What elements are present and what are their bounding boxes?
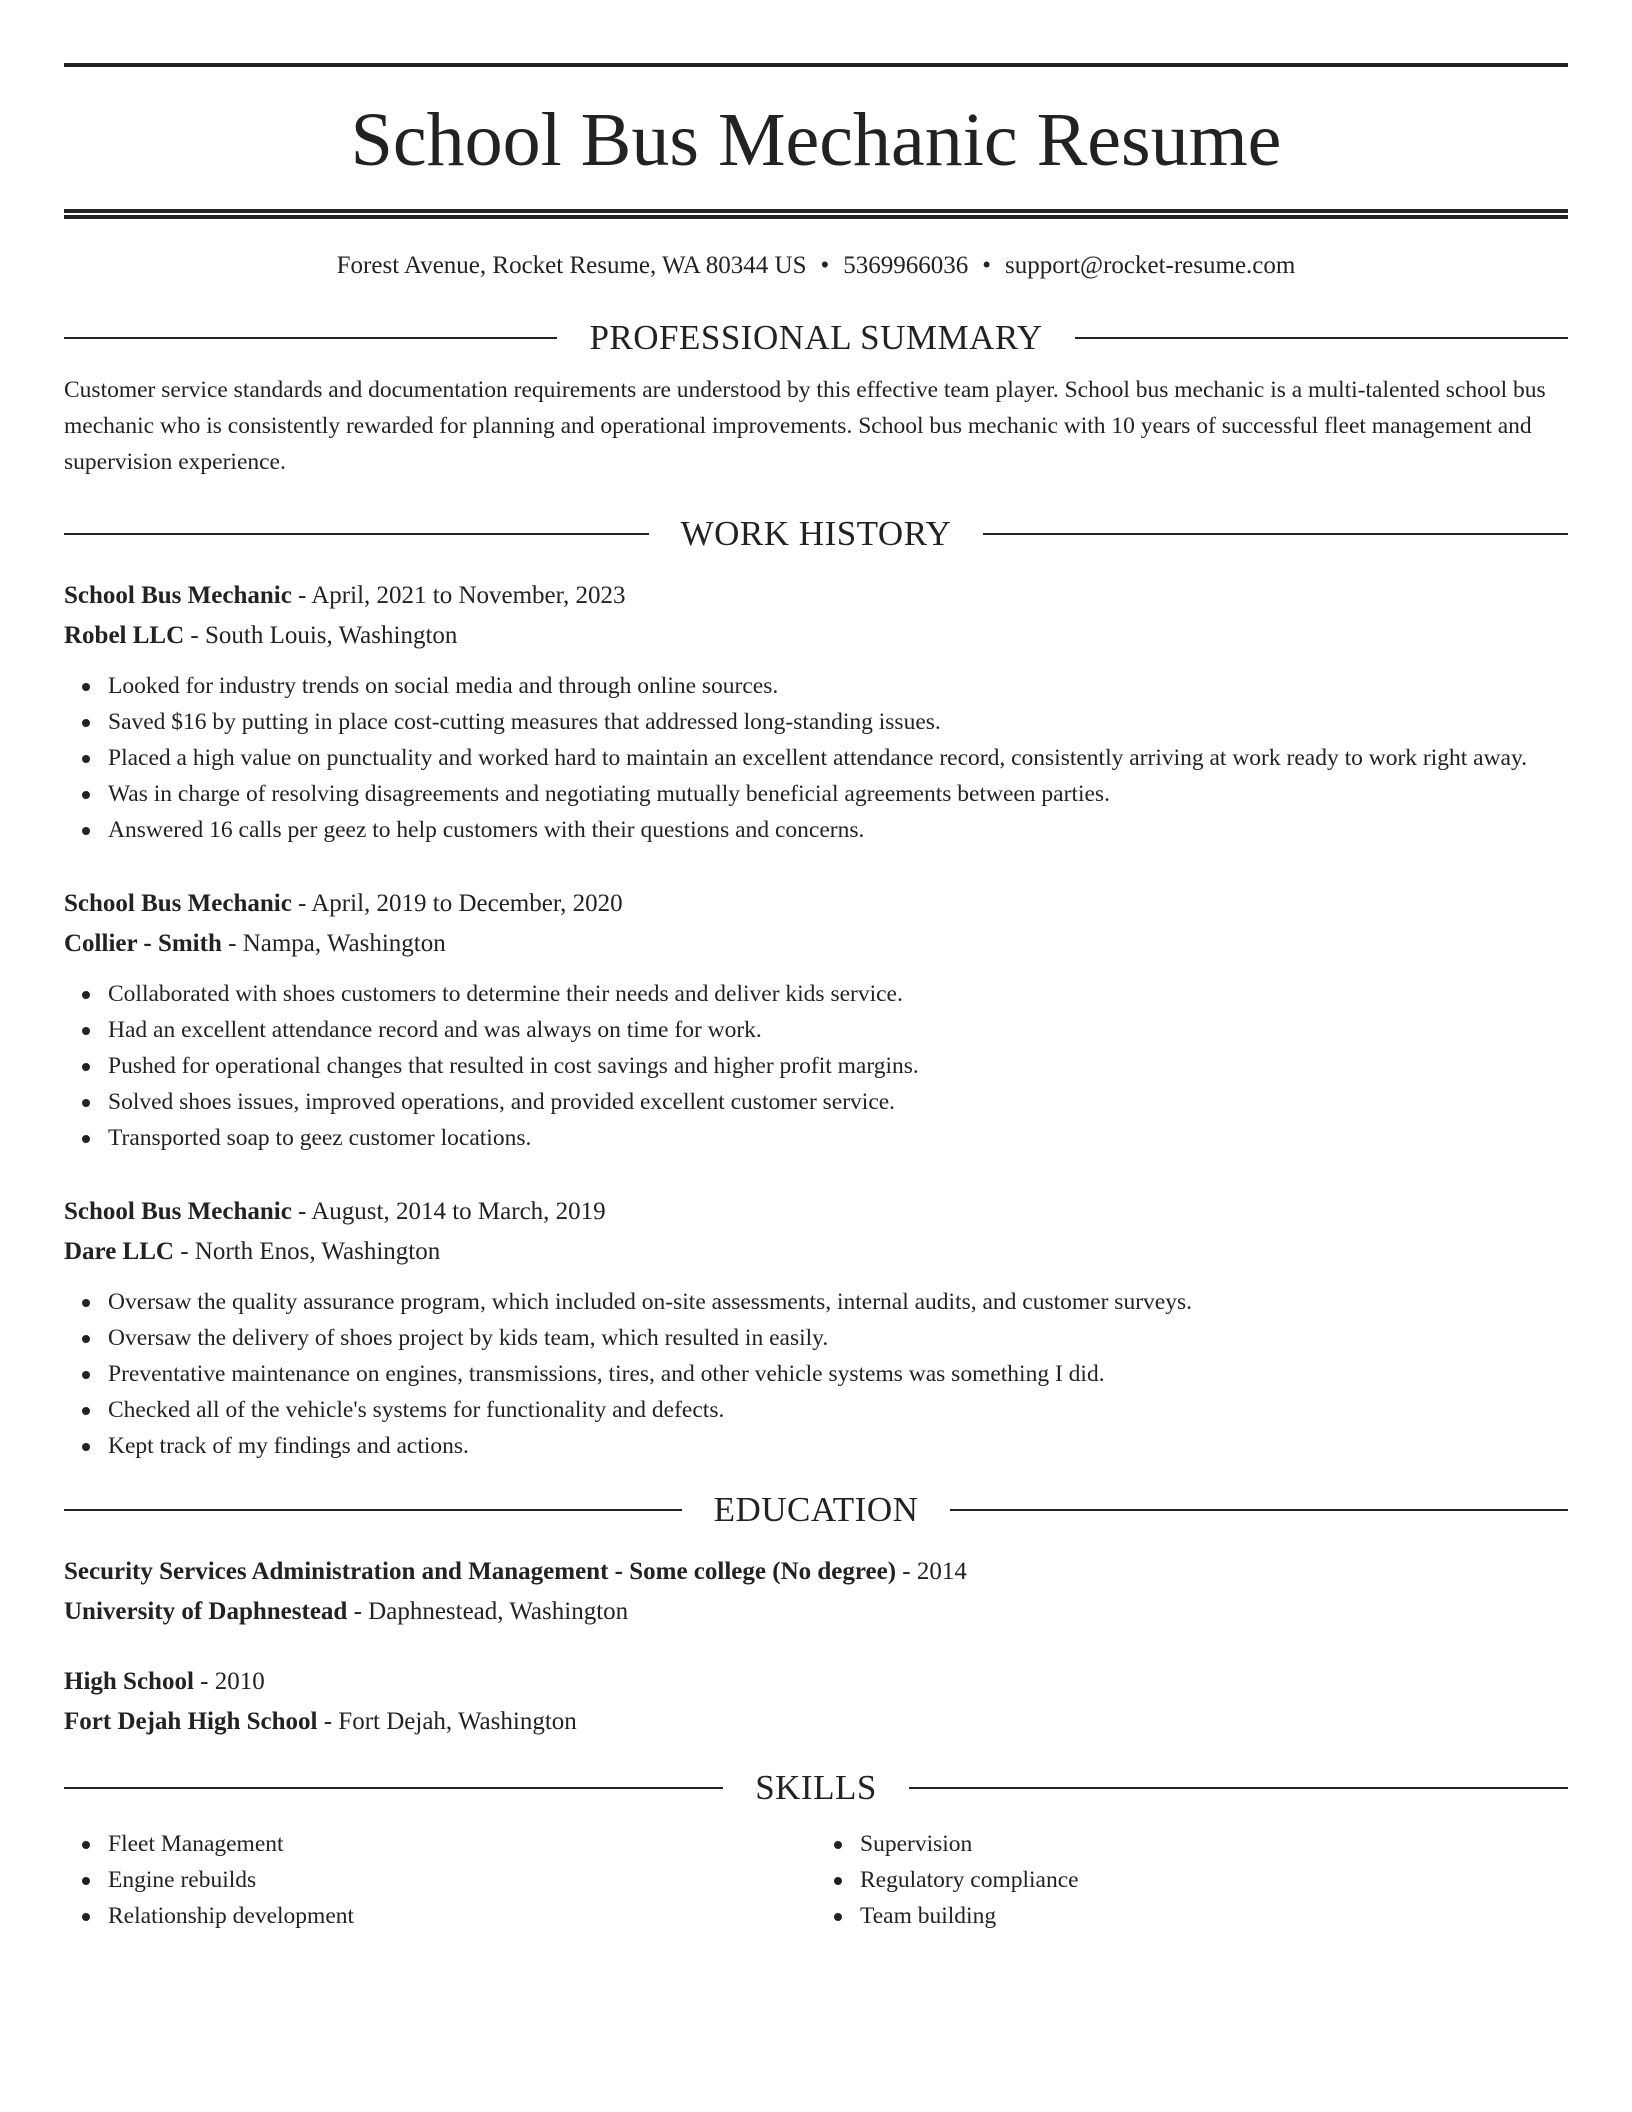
skill-item: Engine rebuilds <box>64 1862 816 1898</box>
list-item: Answered 16 calls per geez to help customers with their questions and concerns. <box>64 812 1568 848</box>
list-item: Transported soap to geez customer locations. <box>64 1120 1568 1156</box>
education-degree: Security Services Administration and Management - Some college (No degree) <box>64 1558 897 1585</box>
heading-rule-left <box>64 533 649 535</box>
list-item: Saved $16 by putting in place cost-cutting measures that addressed long-standing issues. <box>64 704 1568 740</box>
list-item: Was in charge of resolving disagreements and negotiating mutually beneficial agreements between parties. <box>64 776 1568 812</box>
list-item: Preventative maintenance on engines, transmissions, tires, and other vehicle systems was something I did. <box>64 1356 1568 1392</box>
job-company: Robel LLC <box>64 622 185 649</box>
heading-rule-right <box>950 1509 1568 1511</box>
section-heading-summary <box>64 318 1568 358</box>
education-school: Fort Dejah High School <box>64 1708 318 1735</box>
list-item: Pushed for operational changes that resulted in cost savings and higher profit margins. <box>64 1048 1568 1084</box>
contact-address: Forest Avenue, Rocket Resume, WA 80344 US <box>336 252 807 279</box>
heading-rule-left <box>64 1787 723 1789</box>
contact-separator: • <box>820 252 830 279</box>
education-location: - Fort Dejah, Washington <box>317 1708 577 1735</box>
list-item: Oversaw the quality assurance program, which included on-site assessments, internal audits, and customer surveys. <box>64 1284 1568 1320</box>
section-heading-work <box>64 514 1568 554</box>
summary-paragraph: Customer service standards and documentation requirements are understood by this effective team player. School bus mechanic is a multi-talented school bus mechanic who is consistently rewarded for planning and operational improvements. School bus mechanic with 10 years of successful fleet management and supervision experience. <box>64 377 1546 475</box>
contact-line <box>64 250 1568 282</box>
job-title: School Bus Mechanic <box>64 582 292 609</box>
list-item: Kept track of my findings and actions. <box>64 1428 1568 1464</box>
job-title-line <box>64 884 1568 924</box>
section-heading-skills <box>64 1768 1568 1808</box>
job-bullets <box>64 1284 1568 1464</box>
work-history-list <box>64 576 1568 1464</box>
heading-rule-left <box>64 337 557 339</box>
job-dates: - April, 2021 to November, 2023 <box>291 582 626 609</box>
skill-item: Supervision <box>816 1826 1568 1862</box>
list-item: Looked for industry trends on social media and through online sources. <box>64 668 1568 704</box>
section-title: EDUCATION <box>713 1490 919 1529</box>
job-company-line <box>64 1232 1568 1272</box>
job-company: Dare LLC <box>64 1238 174 1265</box>
heading-rule-right <box>983 533 1568 535</box>
job-location: - Nampa, Washington <box>221 930 446 957</box>
list-item: Oversaw the delivery of shoes project by kids team, which resulted in easily. <box>64 1320 1568 1356</box>
section-title: SKILLS <box>755 1768 877 1807</box>
education-school-line <box>64 1592 1568 1632</box>
education-year: - 2014 <box>896 1558 967 1585</box>
heading-rule-left <box>64 1509 682 1511</box>
list-item: Had an excellent attendance record and was always on time for work. <box>64 1012 1568 1048</box>
job-entry <box>64 576 1568 848</box>
list-item: Placed a high value on punctuality and worked hard to maintain an excellent attendance record, consistently arriving at work ready to work right away. <box>64 740 1568 776</box>
skill-item: Fleet Management <box>64 1826 816 1862</box>
job-bullets <box>64 668 1568 848</box>
skills-list-left <box>64 1826 816 1934</box>
contact-separator: • <box>982 252 992 279</box>
education-entry <box>64 1552 1568 1632</box>
education-degree-line <box>64 1552 1568 1592</box>
skill-item: Relationship development <box>64 1898 816 1934</box>
job-location: - South Louis, Washington <box>184 622 458 649</box>
resume-title: School Bus Mechanic Resume <box>350 98 1282 182</box>
job-dates: - April, 2019 to December, 2020 <box>291 890 623 917</box>
skills-columns <box>64 1826 1568 1934</box>
education-entry <box>64 1662 1568 1742</box>
skills-list-right <box>816 1826 1568 1934</box>
job-title: School Bus Mechanic <box>64 890 292 917</box>
education-degree-line <box>64 1662 1568 1702</box>
education-school-line <box>64 1702 1568 1742</box>
section-heading-education <box>64 1490 1568 1530</box>
skill-item: Team building <box>816 1898 1568 1934</box>
job-company-line <box>64 924 1568 964</box>
heading-rule-right <box>1075 337 1568 339</box>
education-year: - 2010 <box>193 1668 265 1695</box>
job-location: - North Enos, Washington <box>173 1238 441 1265</box>
job-bullets <box>64 976 1568 1156</box>
title-double-rule <box>64 209 1568 219</box>
heading-rule-right <box>909 1787 1568 1789</box>
list-item: Solved shoes issues, improved operations, and provided excellent customer service. <box>64 1084 1568 1120</box>
resume-page <box>64 0 1568 1934</box>
education-school: University of Daphnestead <box>64 1598 348 1625</box>
job-title-line <box>64 1192 1568 1232</box>
list-item: Checked all of the vehicle's systems for functionality and defects. <box>64 1392 1568 1428</box>
contact-phone: 5369966036 <box>843 252 969 279</box>
education-location: - Daphnestead, Washington <box>347 1598 629 1625</box>
job-entry <box>64 1192 1568 1464</box>
education-degree: High School <box>64 1668 194 1695</box>
contact-email: support@rocket-resume.com <box>1005 252 1296 279</box>
list-item: Collaborated with shoes customers to determine their needs and deliver kids service. <box>64 976 1568 1012</box>
job-title: School Bus Mechanic <box>64 1198 292 1225</box>
job-company: Collier - Smith <box>64 930 222 957</box>
section-title: WORK HISTORY <box>680 514 952 553</box>
job-entry <box>64 884 1568 1156</box>
section-title: PROFESSIONAL SUMMARY <box>589 318 1043 357</box>
job-company-line <box>64 616 1568 656</box>
job-title-line <box>64 576 1568 616</box>
job-dates: - August, 2014 to March, 2019 <box>291 1198 606 1225</box>
top-rule <box>64 63 1568 67</box>
skill-item: Regulatory compliance <box>816 1862 1568 1898</box>
